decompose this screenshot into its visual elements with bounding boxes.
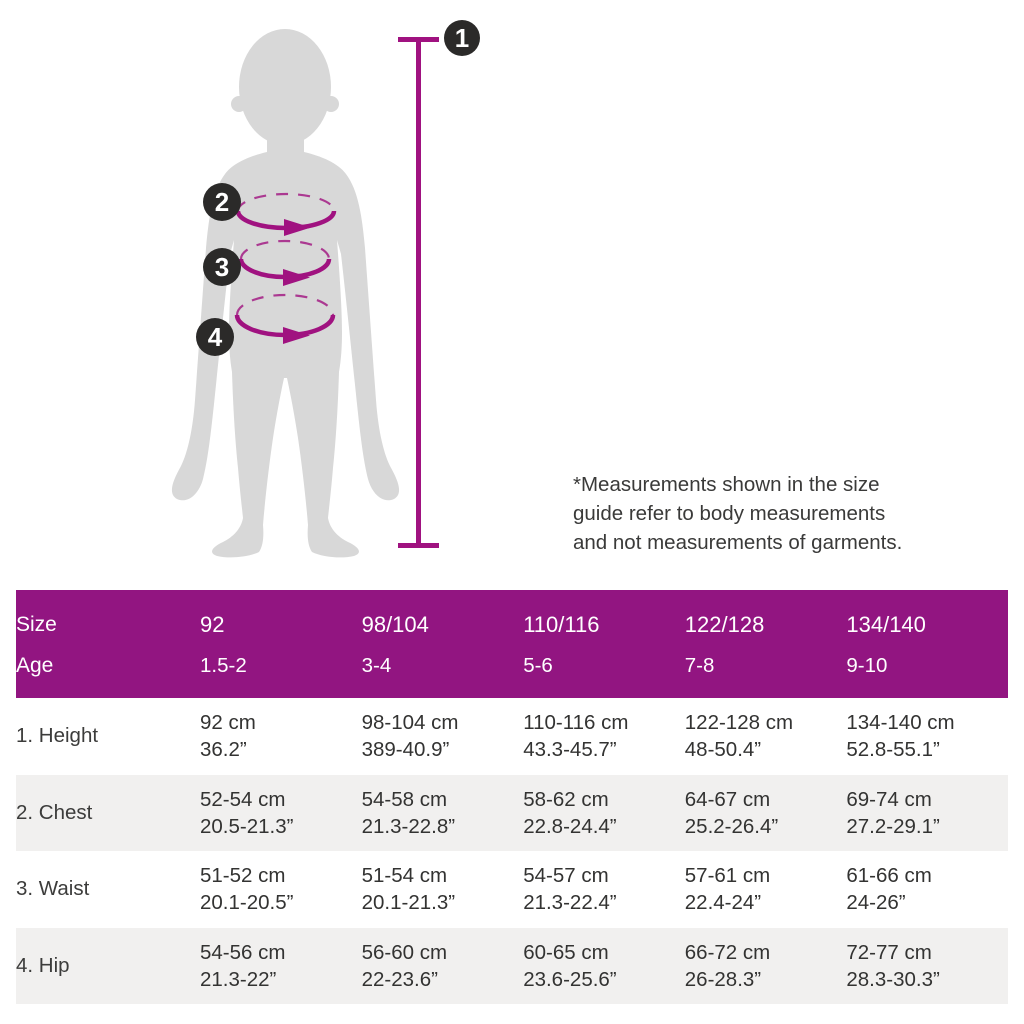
marker-3-waist [203,248,241,286]
measurement-cell [362,775,524,852]
measurement-cell [523,698,685,775]
size-col-98-104: 98/104 [361,612,429,637]
cell-cm: 69-74 cm [846,787,932,811]
measurement-cell [523,928,685,1005]
cell-cm: 61-66 cm [846,864,932,888]
cell-cm: 51-54 cm [361,864,448,888]
measurement-cell [846,698,1008,775]
cell-cm: 52-54 cm [200,787,286,811]
cell-cm: 64-67 cm [684,787,771,811]
measurement-cell [523,775,685,852]
marker-1-height [444,20,480,56]
cell-in: 20.5-21.3” [200,814,294,838]
measurement-cell [200,698,362,775]
cell-cm: 98-104 cm [361,711,459,735]
note-line-1: *Measurements shown in the size [573,473,880,496]
cell-in: 27.2-29.1” [846,814,940,838]
cell-in: 24-26” [846,891,906,915]
marker-1-number: 1 [454,23,470,53]
cell-cm: 134-140 cm [846,711,955,735]
cell-cm: 66-72 cm [684,940,771,964]
marker-2-chest [203,183,241,221]
measurement-cell [523,851,685,928]
cell-in: 23.6-25.6” [523,967,617,991]
measurement-cell [200,775,362,852]
table-row-chest [16,775,1008,852]
age-header-row [16,648,1008,698]
size-col-122-128: 122/128 [684,612,765,637]
measurement-cell [685,698,847,775]
cell-cm: 51-52 cm [200,864,286,888]
measurement-cell [685,928,847,1005]
measurement-cell [200,851,362,928]
size-header-label: Size [16,613,57,636]
note-line-3: and not measurements of garments. [573,531,903,554]
row-label-hip: 4. Hip [16,953,70,977]
age-header-label: Age [16,654,54,677]
cell-in: 20.1-21.3” [361,891,456,915]
table-row-hip [16,928,1008,1005]
note-line-2: guide refer to body measurements [573,502,886,525]
size-table-header [16,590,1008,698]
marker-2-number: 2 [214,187,230,217]
cell-cm: 54-57 cm [523,864,609,888]
cell-in: 22-23.6” [361,967,438,991]
size-header-row [16,590,1008,648]
cell-cm: 56-60 cm [361,940,448,964]
size-col-92: 92 [200,612,225,637]
cell-in: 20.1-20.5” [200,891,294,915]
row-label-height: 1. Height [16,724,99,748]
age-col-3: 5-6 [523,654,553,677]
cell-in: 36.2” [200,738,247,762]
cell-cm: 72-77 cm [846,940,932,964]
cell-in: 22.8-24.4” [523,814,617,838]
cell-cm: 92 cm [200,711,256,735]
cell-in: 28.3-30.3” [846,967,940,991]
measurement-cell [846,851,1008,928]
cell-in: 22.4-24” [684,891,762,915]
cell-in: 21.3-22.4” [523,891,617,915]
cell-in: 25.2-26.4” [684,814,779,838]
measurement-note [573,470,963,557]
cell-in: 48-50.4” [684,738,762,762]
height-measure-line [398,40,439,546]
age-col-5: 9-10 [846,654,888,677]
size-guide-table [16,590,1008,1004]
table-row-height [16,698,1008,775]
measurement-cell [685,851,847,928]
cell-in: 389-40.9” [361,738,450,762]
cell-cm: 60-65 cm [523,940,609,964]
table-row-waist [16,851,1008,928]
cell-cm: 110-116 cm [523,711,629,735]
size-col-110-116: 110/116 [523,612,600,637]
cell-cm: 122-128 cm [684,711,794,735]
cell-in: 43.3-45.7” [523,738,617,762]
measurement-cell [846,775,1008,852]
cell-in: 52.8-55.1” [846,738,940,762]
measurement-cell [362,851,524,928]
cell-cm: 54-56 cm [200,940,286,964]
marker-4-hip [196,318,234,356]
marker-3-number: 3 [214,252,230,282]
row-label-waist: 3. Waist [16,877,90,901]
marker-4-number: 4 [207,322,223,352]
measurement-cell [362,698,524,775]
row-label-chest: 2. Chest [16,800,93,824]
measurement-cell [685,775,847,852]
size-col-134-140: 134/140 [846,612,926,637]
cell-cm: 58-62 cm [523,787,609,811]
cell-cm: 57-61 cm [684,864,771,888]
age-col-1: 1.5-2 [200,654,247,677]
measurement-cell [846,928,1008,1005]
measurement-cell [362,928,524,1005]
measurement-cell [200,928,362,1005]
cell-in: 26-28.3” [684,967,762,991]
age-col-2: 3-4 [361,654,392,677]
cell-in: 21.3-22.8” [361,814,456,838]
cell-in: 21.3-22” [200,967,277,991]
age-col-4: 7-8 [684,654,715,677]
child-silhouette-icon [172,29,399,557]
cell-cm: 54-58 cm [361,787,448,811]
